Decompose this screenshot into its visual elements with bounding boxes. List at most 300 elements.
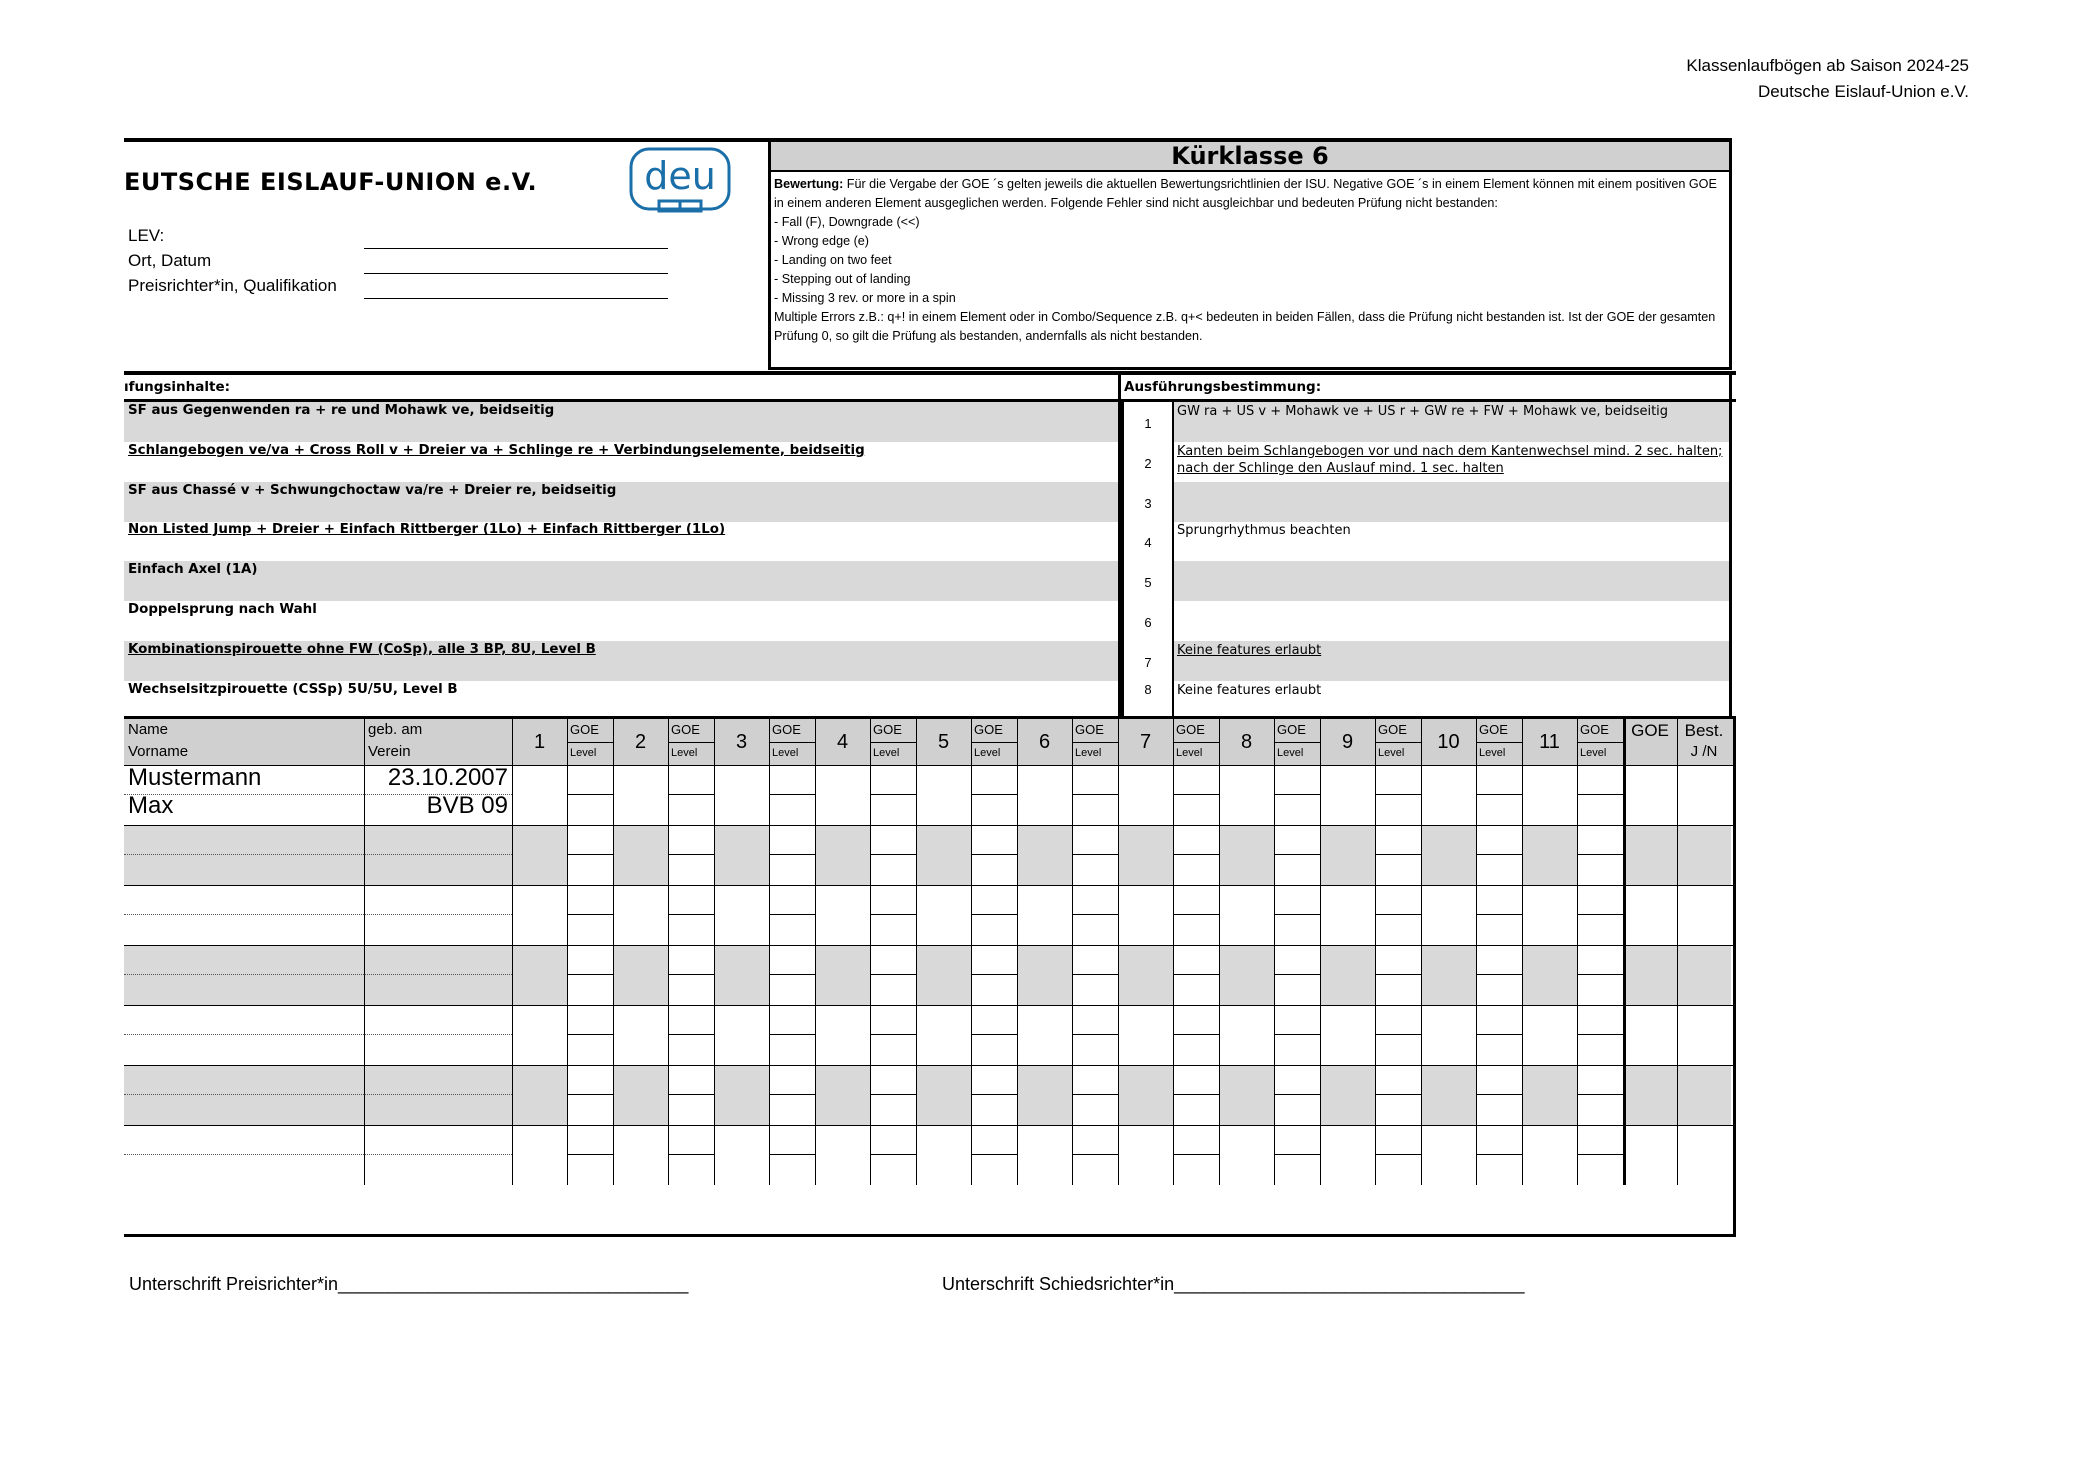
level-cell[interactable] <box>1274 1035 1320 1065</box>
goe-cell[interactable] <box>567 765 613 795</box>
pruefungsinhalte-header: ıfungsinhalte: <box>124 379 231 395</box>
element-score-cell[interactable] <box>1219 1065 1274 1125</box>
level-cell[interactable] <box>769 1035 815 1065</box>
level-cell[interactable] <box>971 1155 1017 1185</box>
goe-cell[interactable] <box>769 825 815 855</box>
level-cell[interactable] <box>668 1095 714 1125</box>
goe-cell[interactable] <box>1274 825 1320 855</box>
goe-cell[interactable] <box>769 885 815 915</box>
goe-cell[interactable] <box>1274 1065 1320 1095</box>
level-cell[interactable] <box>1375 795 1421 825</box>
level-cell[interactable] <box>769 915 815 945</box>
goe-cell[interactable] <box>1577 765 1623 795</box>
level-cell[interactable] <box>1072 1155 1118 1185</box>
level-cell[interactable] <box>971 975 1017 1005</box>
goe-cell[interactable] <box>1173 765 1219 795</box>
element-score-cell[interactable] <box>916 885 971 945</box>
element-score-cell[interactable] <box>916 1065 971 1125</box>
level-cell[interactable] <box>1375 975 1421 1005</box>
element-score-cell[interactable] <box>1118 1065 1173 1125</box>
element-score-cell[interactable] <box>1421 945 1476 1005</box>
element-score-cell[interactable] <box>714 885 769 945</box>
level-cell[interactable] <box>769 1155 815 1185</box>
level-cell[interactable] <box>769 795 815 825</box>
goe-cell[interactable] <box>567 945 613 975</box>
level-cell[interactable] <box>1173 1035 1219 1065</box>
goe-cell[interactable] <box>1476 945 1522 975</box>
element-score-cell[interactable] <box>613 1125 668 1185</box>
goe-cell[interactable] <box>1173 885 1219 915</box>
level-cell[interactable] <box>1274 975 1320 1005</box>
element-score-cell[interactable] <box>1522 765 1577 825</box>
goe-column-label: GOE <box>873 722 902 737</box>
element-score-cell[interactable] <box>512 945 567 1005</box>
goe-cell[interactable] <box>870 1125 916 1155</box>
goe-cell[interactable] <box>1173 825 1219 855</box>
level-cell[interactable] <box>1173 1155 1219 1185</box>
header-divider <box>714 719 715 765</box>
goe-cell[interactable] <box>1476 825 1522 855</box>
element-score-cell[interactable] <box>1320 1065 1375 1125</box>
element-score-cell[interactable] <box>1421 1065 1476 1125</box>
element-row <box>124 561 1736 601</box>
goe-cell[interactable] <box>668 1065 714 1095</box>
level-cell[interactable] <box>1577 975 1623 1005</box>
element-score-cell[interactable] <box>512 1125 567 1185</box>
total-goe-cell[interactable] <box>1623 765 1677 825</box>
level-cell[interactable] <box>971 1035 1017 1065</box>
element-score-cell[interactable] <box>1522 885 1577 945</box>
goe-cell[interactable] <box>870 885 916 915</box>
level-cell[interactable] <box>870 1035 916 1065</box>
klasse-box <box>768 138 1732 370</box>
goe-cell[interactable] <box>1072 825 1118 855</box>
bestanden-cell[interactable] <box>1677 765 1731 825</box>
goe-cell[interactable] <box>870 945 916 975</box>
goe-cell[interactable] <box>1577 825 1623 855</box>
goe-cell[interactable] <box>1375 1125 1421 1155</box>
goe-cell[interactable] <box>769 1125 815 1155</box>
level-cell[interactable] <box>1173 915 1219 945</box>
goe-cell[interactable] <box>1072 1005 1118 1035</box>
element-score-cell[interactable] <box>1017 825 1072 885</box>
row-separator <box>124 1125 1733 1126</box>
name-cell[interactable] <box>124 825 364 855</box>
goe-cell[interactable] <box>1274 885 1320 915</box>
level-cell[interactable] <box>668 855 714 885</box>
level-column-label: Level <box>1378 747 1405 759</box>
goe-column-label: GOE <box>1176 722 1205 737</box>
level-cell[interactable] <box>769 1095 815 1125</box>
level-cell[interactable] <box>870 795 916 825</box>
bestanden-cell[interactable] <box>1677 825 1731 885</box>
name-cell[interactable] <box>124 1125 364 1155</box>
goe-column-label: GOE <box>570 722 599 737</box>
vorname-cell[interactable] <box>124 915 364 945</box>
element-score-cell[interactable] <box>613 885 668 945</box>
level-cell[interactable] <box>668 795 714 825</box>
element-score-cell[interactable] <box>1219 945 1274 1005</box>
level-cell[interactable] <box>1375 855 1421 885</box>
element-score-cell[interactable] <box>714 765 769 825</box>
goe-cell[interactable] <box>567 825 613 855</box>
bestanden-cell[interactable] <box>1677 1125 1731 1185</box>
level-cell[interactable] <box>1274 795 1320 825</box>
element-score-cell[interactable] <box>815 1065 870 1125</box>
goe-cell[interactable] <box>1375 1065 1421 1095</box>
level-cell[interactable] <box>1476 1035 1522 1065</box>
element-score-cell[interactable] <box>1320 885 1375 945</box>
goe-cell[interactable] <box>1375 765 1421 795</box>
element-score-cell[interactable] <box>1017 1125 1072 1185</box>
goe-cell[interactable] <box>870 825 916 855</box>
level-cell[interactable] <box>1072 855 1118 885</box>
level-cell[interactable] <box>870 1155 916 1185</box>
element-score-cell[interactable] <box>916 1125 971 1185</box>
goe-cell[interactable] <box>1375 825 1421 855</box>
level-cell[interactable] <box>567 1155 613 1185</box>
element-score-cell[interactable] <box>714 945 769 1005</box>
goe-cell[interactable] <box>1072 1065 1118 1095</box>
verein-cell[interactable] <box>364 975 512 1005</box>
goe-cell[interactable] <box>1577 945 1623 975</box>
level-cell[interactable] <box>971 795 1017 825</box>
name-cell[interactable] <box>124 885 364 915</box>
goe-cell[interactable] <box>1072 945 1118 975</box>
element-score-cell[interactable] <box>1118 1005 1173 1065</box>
goe-cell[interactable] <box>1577 1065 1623 1095</box>
element-score-cell[interactable] <box>1320 1125 1375 1185</box>
element-note-line: nach der Schlinge den Auslauf mind. 1 sec. halten <box>1177 460 1504 476</box>
goe-cell[interactable] <box>1476 885 1522 915</box>
bestanden-cell[interactable] <box>1677 1065 1731 1125</box>
level-cell[interactable] <box>567 855 613 885</box>
element-score-cell[interactable] <box>613 1065 668 1125</box>
element-score-cell[interactable] <box>714 1005 769 1065</box>
level-cell[interactable] <box>567 795 613 825</box>
element-score-cell[interactable] <box>1017 765 1072 825</box>
element-score-cell[interactable] <box>1017 885 1072 945</box>
level-column-label: Level <box>1277 747 1304 759</box>
element-score-cell[interactable] <box>916 945 971 1005</box>
goe-cell[interactable] <box>1274 1125 1320 1155</box>
goe-cell[interactable] <box>1173 1005 1219 1035</box>
level-cell[interactable] <box>870 975 916 1005</box>
geb-cell[interactable] <box>364 1125 512 1155</box>
level-cell[interactable] <box>567 915 613 945</box>
goe-cell[interactable] <box>769 765 815 795</box>
element-score-cell[interactable] <box>815 1005 870 1065</box>
element-score-cell[interactable] <box>1017 945 1072 1005</box>
goe-cell[interactable] <box>567 885 613 915</box>
goe-cell[interactable] <box>1072 765 1118 795</box>
total-goe-cell[interactable] <box>1623 885 1677 945</box>
element-score-cell[interactable] <box>613 765 668 825</box>
schiedsrichter-signature[interactable]: Unterschrift Schiedsrichter*in___________________________________ <box>942 1274 1525 1294</box>
goe-cell[interactable] <box>1072 885 1118 915</box>
level-cell[interactable] <box>870 915 916 945</box>
verein-cell[interactable] <box>364 1095 512 1125</box>
goe-cell[interactable] <box>870 1005 916 1035</box>
element-score-cell[interactable] <box>1219 885 1274 945</box>
name-cell[interactable] <box>124 945 364 975</box>
element-score-cell[interactable] <box>714 825 769 885</box>
element-score-cell[interactable] <box>1522 1125 1577 1185</box>
total-goe-cell[interactable] <box>1623 1125 1677 1185</box>
level-cell[interactable] <box>1476 1095 1522 1125</box>
level-cell[interactable] <box>668 1035 714 1065</box>
element-score-cell[interactable] <box>1320 825 1375 885</box>
klasse-title: Kürklasse 6 <box>771 142 1729 172</box>
element-score-cell[interactable] <box>512 1005 567 1065</box>
element-score-cell[interactable] <box>1320 765 1375 825</box>
element-score-cell[interactable] <box>1118 825 1173 885</box>
element-score-cell[interactable] <box>714 1065 769 1125</box>
goe-cell[interactable] <box>668 825 714 855</box>
goe-cell[interactable] <box>971 1065 1017 1095</box>
preisrichter-signature[interactable]: Unterschrift Preisrichter*in___________________________________ <box>129 1274 689 1294</box>
level-cell[interactable] <box>971 915 1017 945</box>
element-score-cell[interactable] <box>815 1125 870 1185</box>
level-cell[interactable] <box>1577 1155 1623 1185</box>
level-cell[interactable] <box>1577 1035 1623 1065</box>
element-score-cell[interactable] <box>916 1005 971 1065</box>
element-score-cell[interactable] <box>512 825 567 885</box>
level-cell[interactable] <box>1173 795 1219 825</box>
goe-cell[interactable] <box>1375 1005 1421 1035</box>
geb-cell[interactable] <box>364 945 512 975</box>
goe-cell[interactable] <box>1173 945 1219 975</box>
goe-cell[interactable] <box>1173 1125 1219 1155</box>
geb-cell[interactable] <box>364 825 512 855</box>
goe-cell[interactable] <box>870 765 916 795</box>
element-score-cell[interactable] <box>512 765 567 825</box>
goe-cell[interactable] <box>1274 945 1320 975</box>
element-score-cell[interactable] <box>714 1125 769 1185</box>
level-column-label: Level <box>570 747 597 759</box>
element-score-cell[interactable] <box>1522 1065 1577 1125</box>
goe-cell[interactable] <box>668 765 714 795</box>
total-goe-cell[interactable] <box>1623 1005 1677 1065</box>
bestanden-cell[interactable] <box>1677 885 1731 945</box>
element-score-cell[interactable] <box>1219 1005 1274 1065</box>
element-score-cell[interactable] <box>1118 945 1173 1005</box>
element-score-cell[interactable] <box>1219 765 1274 825</box>
level-cell[interactable] <box>1072 1035 1118 1065</box>
goe-cell[interactable] <box>870 1065 916 1095</box>
level-cell[interactable] <box>1375 1095 1421 1125</box>
level-cell[interactable] <box>1476 915 1522 945</box>
element-score-cell[interactable] <box>916 825 971 885</box>
element-score-cell[interactable] <box>815 885 870 945</box>
element-score-cell[interactable] <box>1421 1005 1476 1065</box>
level-cell[interactable] <box>1577 1095 1623 1125</box>
level-cell[interactable] <box>1476 1155 1522 1185</box>
goe-cell[interactable] <box>769 945 815 975</box>
level-cell[interactable] <box>971 855 1017 885</box>
bestanden-cell[interactable] <box>1677 945 1731 1005</box>
level-cell[interactable] <box>769 855 815 885</box>
verein-cell[interactable] <box>364 1035 512 1065</box>
preisrichter-field[interactable] <box>364 298 668 299</box>
goe-cell[interactable] <box>1375 885 1421 915</box>
element-score-cell[interactable] <box>512 885 567 945</box>
level-cell[interactable] <box>668 915 714 945</box>
goe-cell[interactable] <box>668 1125 714 1155</box>
element-score-cell[interactable] <box>1421 1125 1476 1185</box>
goe-cell[interactable] <box>1274 765 1320 795</box>
element-score-cell[interactable] <box>613 1005 668 1065</box>
element-score-cell[interactable] <box>1522 945 1577 1005</box>
vorname-cell[interactable] <box>124 1035 364 1065</box>
level-cell[interactable] <box>1577 855 1623 885</box>
verein-label: Verein <box>368 743 411 760</box>
element-score-cell[interactable] <box>815 765 870 825</box>
element-note <box>1174 641 1732 681</box>
total-goe-cell[interactable] <box>1623 1065 1677 1125</box>
element-score-cell[interactable] <box>1421 885 1476 945</box>
goe-cell[interactable] <box>1072 1125 1118 1155</box>
level-cell[interactable] <box>971 1095 1017 1125</box>
element-column-number: 11 <box>1539 731 1560 753</box>
goe-cell[interactable] <box>1375 945 1421 975</box>
element-score-cell[interactable] <box>1118 1125 1173 1185</box>
level-cell[interactable] <box>668 975 714 1005</box>
level-column-label: Level <box>671 747 698 759</box>
goe-cell[interactable] <box>971 1005 1017 1035</box>
vorname-cell[interactable] <box>124 1095 364 1125</box>
element-score-cell[interactable] <box>1017 1065 1072 1125</box>
element-score-cell[interactable] <box>613 945 668 1005</box>
element-score-cell[interactable] <box>1219 1125 1274 1185</box>
level-cell[interactable] <box>769 975 815 1005</box>
vorname-cell[interactable] <box>124 1155 364 1185</box>
element-score-cell[interactable] <box>1421 825 1476 885</box>
vorname-cell[interactable] <box>124 855 364 885</box>
level-cell[interactable] <box>1173 855 1219 885</box>
header-divider <box>1072 742 1118 743</box>
geb-cell[interactable] <box>364 1005 512 1035</box>
element-score-cell[interactable] <box>1320 1005 1375 1065</box>
level-cell[interactable] <box>1072 1095 1118 1125</box>
level-cell[interactable] <box>870 855 916 885</box>
level-cell[interactable] <box>1375 1035 1421 1065</box>
total-goe-cell[interactable] <box>1623 825 1677 885</box>
element-score-cell[interactable] <box>815 825 870 885</box>
level-cell[interactable] <box>1072 795 1118 825</box>
goe-cell[interactable] <box>971 885 1017 915</box>
level-cell[interactable] <box>668 1155 714 1185</box>
element-score-cell[interactable] <box>1118 765 1173 825</box>
level-cell[interactable] <box>1173 975 1219 1005</box>
name-cell[interactable] <box>124 1065 364 1095</box>
goe-cell[interactable] <box>971 765 1017 795</box>
level-cell[interactable] <box>1476 975 1522 1005</box>
element-score-cell[interactable] <box>1017 1005 1072 1065</box>
goe-cell[interactable] <box>971 1125 1017 1155</box>
verein-cell[interactable] <box>364 915 512 945</box>
row-separator <box>124 945 1733 946</box>
level-cell[interactable] <box>1274 855 1320 885</box>
vorname-cell[interactable] <box>124 975 364 1005</box>
verein-cell[interactable] <box>364 1155 512 1185</box>
goe-cell[interactable] <box>567 1125 613 1155</box>
element-score-cell[interactable] <box>1320 945 1375 1005</box>
level-cell[interactable] <box>1476 855 1522 885</box>
top-rule <box>124 138 768 142</box>
level-cell[interactable] <box>1274 1155 1320 1185</box>
goe-cell[interactable] <box>668 885 714 915</box>
row-separator <box>124 1065 1733 1066</box>
geb-cell[interactable] <box>364 1065 512 1095</box>
goe-cell[interactable] <box>1274 1005 1320 1035</box>
level-cell[interactable] <box>870 1095 916 1125</box>
goe-cell[interactable] <box>1577 885 1623 915</box>
element-score-cell[interactable] <box>916 765 971 825</box>
level-cell[interactable] <box>1274 915 1320 945</box>
level-cell[interactable] <box>1375 1155 1421 1185</box>
level-cell[interactable] <box>567 975 613 1005</box>
goe-cell[interactable] <box>1577 1005 1623 1035</box>
bewertung-text <box>771 172 1729 346</box>
element-score-cell[interactable] <box>512 1065 567 1125</box>
level-cell[interactable] <box>1476 795 1522 825</box>
total-goe-cell[interactable] <box>1623 945 1677 1005</box>
level-cell[interactable] <box>567 1035 613 1065</box>
lev-field[interactable] <box>364 248 668 249</box>
goe-cell[interactable] <box>971 945 1017 975</box>
level-cell[interactable] <box>1173 1095 1219 1125</box>
ort-datum-field[interactable] <box>364 273 668 274</box>
name-cell[interactable] <box>124 1005 364 1035</box>
goe-cell[interactable] <box>567 1065 613 1095</box>
header-divider <box>1118 719 1119 765</box>
goe-cell[interactable] <box>1173 1065 1219 1095</box>
goe-cell[interactable] <box>769 1065 815 1095</box>
element-score-cell[interactable] <box>1118 885 1173 945</box>
element-score-cell[interactable] <box>815 945 870 1005</box>
goe-cell[interactable] <box>668 945 714 975</box>
level-cell[interactable] <box>1072 915 1118 945</box>
goe-cell[interactable] <box>769 1005 815 1035</box>
level-cell[interactable] <box>1274 1095 1320 1125</box>
element-score-cell[interactable] <box>613 825 668 885</box>
geb-cell[interactable] <box>364 885 512 915</box>
verein-cell[interactable] <box>364 855 512 885</box>
bestanden-cell[interactable] <box>1677 1005 1731 1065</box>
element-score-cell[interactable] <box>1522 1005 1577 1065</box>
level-cell[interactable] <box>567 1095 613 1125</box>
goe-cell[interactable] <box>1476 1125 1522 1155</box>
element-score-cell[interactable] <box>1522 825 1577 885</box>
element-score-cell[interactable] <box>1219 825 1274 885</box>
element-note-line: Sprungrhythmus beachten <box>1177 523 1351 539</box>
level-cell[interactable] <box>1577 795 1623 825</box>
level-column-label: Level <box>974 747 1001 759</box>
goe-cell[interactable] <box>1476 1005 1522 1035</box>
goe-cell[interactable] <box>1476 1065 1522 1095</box>
goe-cell[interactable] <box>668 1005 714 1035</box>
level-cell[interactable] <box>1577 915 1623 945</box>
level-cell[interactable] <box>1072 975 1118 1005</box>
element-score-cell[interactable] <box>1421 765 1476 825</box>
level-cell[interactable] <box>1375 915 1421 945</box>
goe-cell[interactable] <box>971 825 1017 855</box>
goe-cell[interactable] <box>1577 1125 1623 1155</box>
goe-cell[interactable] <box>1476 765 1522 795</box>
element-content: Schlangebogen ve/va + Cross Roll v + Dreier va + Schlinge re + Verbindungselemente, beidseitig <box>128 442 865 458</box>
goe-cell[interactable] <box>567 1005 613 1035</box>
